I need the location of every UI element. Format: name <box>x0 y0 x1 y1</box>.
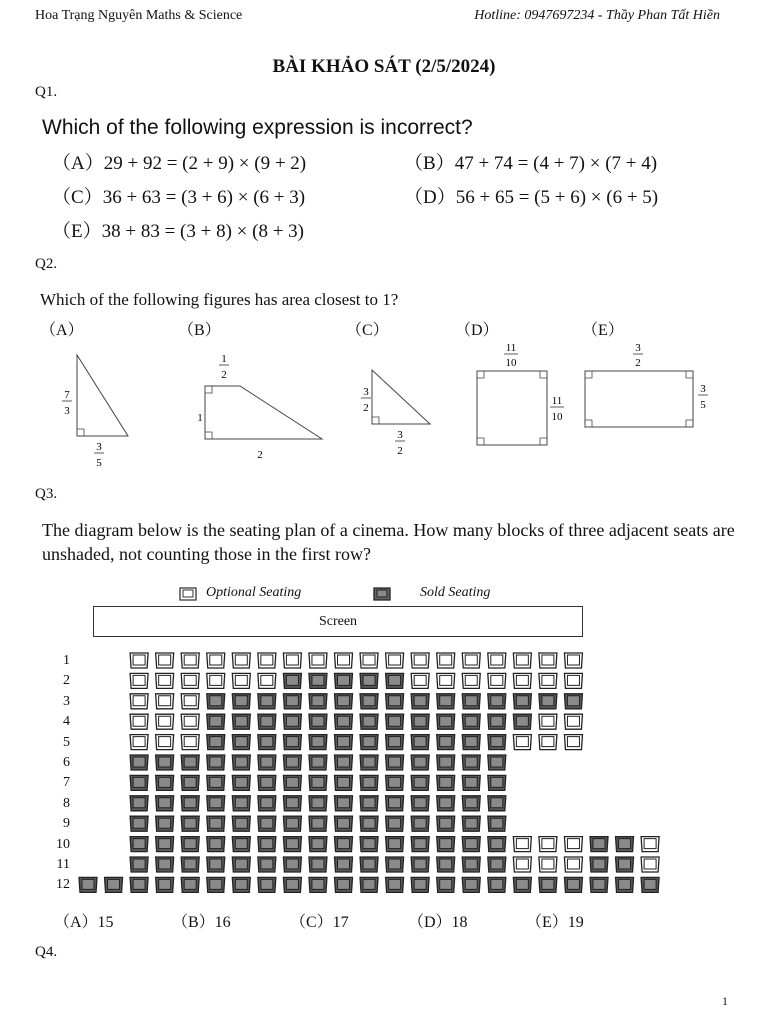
sold-seat <box>335 775 353 790</box>
optional-seat <box>564 857 582 872</box>
sold-seat <box>437 735 455 750</box>
sold-seat <box>309 735 327 750</box>
sold-seat <box>283 735 301 750</box>
sold-seat <box>462 877 480 892</box>
sold-seat <box>335 796 353 811</box>
sold-seat <box>437 796 455 811</box>
sold-seat <box>130 755 148 770</box>
sold-seat <box>335 714 353 729</box>
sold-seat <box>386 735 404 750</box>
sold-seat <box>207 796 225 811</box>
optional-seat <box>232 673 250 688</box>
sold-seat <box>437 816 455 831</box>
sold-seat <box>488 775 506 790</box>
sold-seat <box>513 877 531 892</box>
sold-seat <box>181 816 199 831</box>
sold-seat <box>156 857 174 872</box>
optional-seat <box>488 673 506 688</box>
q3-answer-c: （C）17 <box>290 914 349 931</box>
sold-seat <box>360 735 378 750</box>
sold-seat <box>283 877 301 892</box>
sold-seat <box>335 816 353 831</box>
sold-seat <box>437 877 455 892</box>
sold-seat <box>156 775 174 790</box>
legend-optional-label: Optional Seating <box>206 585 302 600</box>
figure-b-trapezoid <box>197 353 322 461</box>
sold-seat <box>360 857 378 872</box>
q1-option-e <box>52 216 304 243</box>
fig-b-top-num: 1 <box>221 353 227 365</box>
fig-a-height-num: 7 <box>64 389 70 401</box>
sold-seat <box>232 775 250 790</box>
sold-seat <box>105 877 123 892</box>
fig-a-height-den: 3 <box>64 405 70 417</box>
q1-option-expr: 36 + 63 = (3 + 6) × (6 + 3) <box>102 187 306 208</box>
sold-seat <box>590 857 608 872</box>
optional-seat <box>411 673 429 688</box>
optional-seat <box>156 714 174 729</box>
sold-seat <box>462 735 480 750</box>
q1-question: Which of the following expression is incorrect? <box>42 116 473 139</box>
q3-answer-d: （D）18 <box>408 914 468 931</box>
q1-option-letter: （A） <box>52 153 104 174</box>
sold-seat <box>309 816 327 831</box>
sold-seat <box>462 714 480 729</box>
sold-seat <box>309 694 327 709</box>
optional-seat <box>564 735 582 750</box>
q3-label: Q3. <box>35 486 58 502</box>
q1-option-letter: （B） <box>404 153 455 174</box>
sold-seat <box>309 673 327 688</box>
sold-seat <box>360 837 378 852</box>
sold-seat <box>564 877 582 892</box>
figure-e-rectangle <box>585 342 708 427</box>
sold-seat <box>335 837 353 852</box>
sold-seat <box>156 796 174 811</box>
fig-a-base-den: 5 <box>96 457 102 469</box>
q1-option-expr: 29 + 92 = (2 + 9) × (9 + 2) <box>103 153 307 174</box>
q2-option-d-label: （D） <box>455 322 499 339</box>
q1-option-letter: （C） <box>52 187 103 208</box>
optional-seat <box>181 673 199 688</box>
sold-seat <box>283 796 301 811</box>
sold-seat <box>590 877 608 892</box>
sold-seat <box>232 755 250 770</box>
sold-seat <box>232 857 250 872</box>
sold-seat <box>283 816 301 831</box>
sold-seat <box>386 816 404 831</box>
optional-seat <box>360 653 378 668</box>
q1-option-expr: 47 + 74 = (4 + 7) × (7 + 4) <box>454 153 658 174</box>
q3-question: The diagram below is the seating plan of a cinema. How many blocks of three adjacent seats are unshaded, not counting those in the first row? <box>42 520 735 564</box>
sold-seat <box>360 755 378 770</box>
sold-seat <box>156 877 174 892</box>
optional-seat <box>513 653 531 668</box>
optional-seat <box>181 714 199 729</box>
optional-seat <box>462 653 480 668</box>
optional-seat <box>513 857 531 872</box>
sold-seat <box>283 755 301 770</box>
optional-seat <box>156 673 174 688</box>
optional-seat <box>539 857 557 872</box>
q1-option-expr: 38 + 83 = (3 + 8) × (8 + 3) <box>101 221 304 242</box>
seat-row-number: 4 <box>63 714 70 730</box>
sold-seat <box>411 857 429 872</box>
sold-seat <box>437 857 455 872</box>
fig-d-right-den: 10 <box>551 411 563 423</box>
sold-seat <box>130 796 148 811</box>
header-hotline: Hotline: 0947697234 - Thầy Phan Tất Hiền <box>474 8 720 23</box>
fig-c-height-den: 2 <box>363 402 369 414</box>
sold-seat <box>283 857 301 872</box>
sold-seat <box>207 877 225 892</box>
sold-seat <box>232 714 250 729</box>
sold-seat <box>437 694 455 709</box>
sold-seat <box>156 755 174 770</box>
seat-row-number: 2 <box>63 673 70 689</box>
sold-seat <box>386 837 404 852</box>
sold-seat <box>181 837 199 852</box>
sold-seat <box>283 775 301 790</box>
sold-seat <box>488 857 506 872</box>
optional-seat <box>207 653 225 668</box>
optional-seat <box>513 837 531 852</box>
optional-seat <box>564 653 582 668</box>
sold-seat <box>386 755 404 770</box>
fig-b-left: 1 <box>197 412 203 424</box>
fig-c-base-num: 3 <box>397 429 403 441</box>
q2-option-e-label: （E） <box>582 322 624 339</box>
sold-seat <box>130 877 148 892</box>
sold-seat <box>181 857 199 872</box>
sold-seat <box>258 837 276 852</box>
q1-option-c <box>52 182 305 209</box>
sold-seat <box>411 877 429 892</box>
sold-seat <box>386 775 404 790</box>
sold-seat <box>462 796 480 811</box>
seat-row-number: 11 <box>56 857 70 872</box>
sold-seat <box>462 694 480 709</box>
sold-seat <box>258 816 276 831</box>
sold-seat <box>488 796 506 811</box>
sold-seat <box>207 775 225 790</box>
sold-seat <box>386 714 404 729</box>
seat-row-number: 5 <box>63 734 70 750</box>
sold-seat <box>411 755 429 770</box>
sold-seat <box>437 775 455 790</box>
page-number: 1 <box>722 994 728 1008</box>
q2-option-a-label: （A） <box>40 322 84 339</box>
q1-option-d <box>404 182 658 209</box>
sold-seat <box>462 857 480 872</box>
sold-seat <box>232 694 250 709</box>
optional-seat <box>258 673 276 688</box>
sold-seat <box>488 735 506 750</box>
q2-question: Which of the following figures has area closest to 1? <box>40 290 399 309</box>
sold-seat <box>386 673 404 688</box>
sold-seat <box>360 816 378 831</box>
sold-seat <box>462 755 480 770</box>
sold-seat <box>335 877 353 892</box>
sold-seat <box>207 857 225 872</box>
fig-e-top-den: 2 <box>635 357 641 369</box>
sold-seat <box>181 877 199 892</box>
optional-seat <box>181 653 199 668</box>
sold-seat <box>283 714 301 729</box>
q4-label: Q4. <box>35 944 58 960</box>
fig-b-bottom: 2 <box>257 449 263 461</box>
sold-seat <box>232 816 250 831</box>
sold-seat <box>641 877 659 892</box>
optional-seat <box>437 673 455 688</box>
fig-e-top-num: 3 <box>635 342 641 354</box>
sold-seat <box>488 714 506 729</box>
seat-grid <box>0 650 768 900</box>
sold-seat <box>590 837 608 852</box>
optional-seat <box>156 694 174 709</box>
optional-seat <box>641 857 659 872</box>
optional-seat <box>539 735 557 750</box>
figure-a-triangle <box>62 355 128 469</box>
seat-row-number: 9 <box>63 816 70 832</box>
fig-b-top-den: 2 <box>221 369 227 381</box>
optional-seat <box>539 837 557 852</box>
sold-seat <box>513 714 531 729</box>
seat-row-number: 7 <box>63 775 70 791</box>
sold-seat <box>207 714 225 729</box>
sold-seat <box>130 837 148 852</box>
fig-c-height-num: 3 <box>363 386 369 398</box>
sold-seat <box>258 877 276 892</box>
q2-figures <box>0 330 768 480</box>
sold-seat <box>386 857 404 872</box>
sold-seat <box>616 837 634 852</box>
sold-seat <box>335 735 353 750</box>
sold-seat <box>283 694 301 709</box>
q2-label: Q2. <box>35 256 58 272</box>
optional-seat <box>130 714 148 729</box>
optional-seat <box>564 714 582 729</box>
q2-option-b-label: （B） <box>178 322 221 339</box>
optional-seat <box>437 653 455 668</box>
sold-seat <box>181 796 199 811</box>
sold-seat <box>283 673 301 688</box>
fig-d-top-num: 11 <box>505 342 517 354</box>
sold-seat <box>335 694 353 709</box>
sold-seat <box>232 877 250 892</box>
sold-seat <box>130 775 148 790</box>
sold-seat <box>411 775 429 790</box>
sold-seat <box>616 877 634 892</box>
sold-seat <box>335 755 353 770</box>
sold-seat <box>360 694 378 709</box>
seat-row-number: 8 <box>63 795 70 811</box>
q1-option-a <box>52 148 306 175</box>
sold-seat <box>258 735 276 750</box>
legend-sold-seat-icon <box>372 585 392 603</box>
sold-seat <box>258 857 276 872</box>
sold-seat <box>539 694 557 709</box>
optional-seat <box>156 653 174 668</box>
sold-seat <box>181 775 199 790</box>
q3-answer-e: （E）19 <box>526 914 584 931</box>
optional-seat <box>207 673 225 688</box>
sold-seat <box>411 816 429 831</box>
sold-seat <box>462 816 480 831</box>
sold-seat <box>232 796 250 811</box>
q1-label: Q1. <box>35 84 58 100</box>
figure-c-triangle <box>361 370 430 457</box>
sold-seat <box>335 673 353 688</box>
optional-seat <box>335 653 353 668</box>
optional-seat <box>181 694 199 709</box>
sold-seat <box>309 796 327 811</box>
fig-d-right-num: 11 <box>551 395 563 407</box>
sold-seat <box>360 796 378 811</box>
fig-a-base-num: 3 <box>96 441 102 453</box>
q1-option-letter: （E） <box>52 221 102 242</box>
optional-seat <box>641 837 659 852</box>
sold-seat <box>360 775 378 790</box>
optional-seat <box>488 653 506 668</box>
q1-option-letter: （D） <box>404 187 456 208</box>
sold-seat <box>437 755 455 770</box>
sold-seat <box>309 857 327 872</box>
q3-answer-a: （A）15 <box>54 914 114 931</box>
q1-option-b <box>404 148 657 175</box>
fig-e-right-den: 5 <box>700 399 706 411</box>
sold-seat <box>258 714 276 729</box>
optional-seat <box>309 653 327 668</box>
sold-seat <box>488 837 506 852</box>
optional-seat <box>181 735 199 750</box>
seat-row-number: 12 <box>56 877 70 893</box>
sold-seat <box>232 735 250 750</box>
optional-seat <box>386 653 404 668</box>
sold-seat <box>130 857 148 872</box>
sold-seat <box>513 694 531 709</box>
sold-seat <box>79 877 97 892</box>
sold-seat <box>386 796 404 811</box>
sold-seat <box>488 755 506 770</box>
sold-seat <box>207 735 225 750</box>
sold-seat <box>411 714 429 729</box>
optional-seat <box>130 694 148 709</box>
sold-seat <box>488 877 506 892</box>
optional-seat <box>539 714 557 729</box>
header-school-name: Hoa Trạng Nguyên Maths & Science <box>35 8 243 23</box>
optional-seat <box>130 735 148 750</box>
sold-seat <box>411 837 429 852</box>
sold-seat <box>309 775 327 790</box>
sold-seat <box>258 796 276 811</box>
cinema-screen: Screen <box>93 606 583 637</box>
q3-answer-b: （B）16 <box>172 914 231 931</box>
figure-d-square <box>477 342 564 445</box>
sold-seat <box>386 694 404 709</box>
sold-seat <box>564 694 582 709</box>
sold-seat <box>283 837 301 852</box>
sold-seat <box>309 714 327 729</box>
optional-seat <box>130 653 148 668</box>
sold-seat <box>156 837 174 852</box>
fig-d-top-den: 10 <box>505 357 517 369</box>
sold-seat <box>462 837 480 852</box>
optional-seat <box>411 653 429 668</box>
sold-seat <box>156 816 174 831</box>
optional-seat <box>130 673 148 688</box>
sold-seat <box>130 816 148 831</box>
q2-option-c-label: （C） <box>346 322 389 339</box>
sold-seat <box>258 694 276 709</box>
sold-seat <box>309 877 327 892</box>
sold-seat <box>437 714 455 729</box>
legend-optional-seat-icon <box>178 585 198 603</box>
seat-row-number: 3 <box>63 693 70 709</box>
seat-row-number: 1 <box>63 653 70 668</box>
q1-option-expr: 56 + 65 = (5 + 6) × (6 + 5) <box>455 187 659 208</box>
optional-seat <box>258 653 276 668</box>
fig-e-right-num: 3 <box>700 383 706 395</box>
seat-row-number: 10 <box>56 836 70 852</box>
sold-seat <box>207 816 225 831</box>
sold-seat <box>616 857 634 872</box>
sold-seat <box>207 837 225 852</box>
sold-seat <box>411 796 429 811</box>
sold-seat <box>411 735 429 750</box>
sold-seat <box>207 694 225 709</box>
sold-seat <box>539 877 557 892</box>
sold-seat <box>360 673 378 688</box>
optional-seat <box>539 673 557 688</box>
sold-seat <box>411 694 429 709</box>
sold-seat <box>232 837 250 852</box>
sold-seat <box>360 877 378 892</box>
sold-seat <box>488 694 506 709</box>
optional-seat <box>232 653 250 668</box>
optional-seat <box>462 673 480 688</box>
optional-seat <box>539 653 557 668</box>
sold-seat <box>335 857 353 872</box>
sold-seat <box>258 775 276 790</box>
sold-seat <box>181 755 199 770</box>
sold-seat <box>309 837 327 852</box>
sold-seat <box>309 755 327 770</box>
sold-seat <box>488 816 506 831</box>
sold-seat <box>386 877 404 892</box>
legend-sold-label: Sold Seating <box>420 585 491 600</box>
sold-seat <box>207 755 225 770</box>
optional-seat <box>564 837 582 852</box>
optional-seat <box>513 673 531 688</box>
sold-seat <box>258 755 276 770</box>
optional-seat <box>283 653 301 668</box>
seat-row-number: 6 <box>63 755 70 770</box>
optional-seat <box>564 673 582 688</box>
sold-seat <box>360 714 378 729</box>
sold-seat <box>462 775 480 790</box>
optional-seat <box>156 735 174 750</box>
page-title: BÀI KHẢO SÁT (2/5/2024) <box>272 56 496 77</box>
sold-seat <box>437 837 455 852</box>
optional-seat <box>513 735 531 750</box>
fig-c-base-den: 2 <box>397 445 403 457</box>
